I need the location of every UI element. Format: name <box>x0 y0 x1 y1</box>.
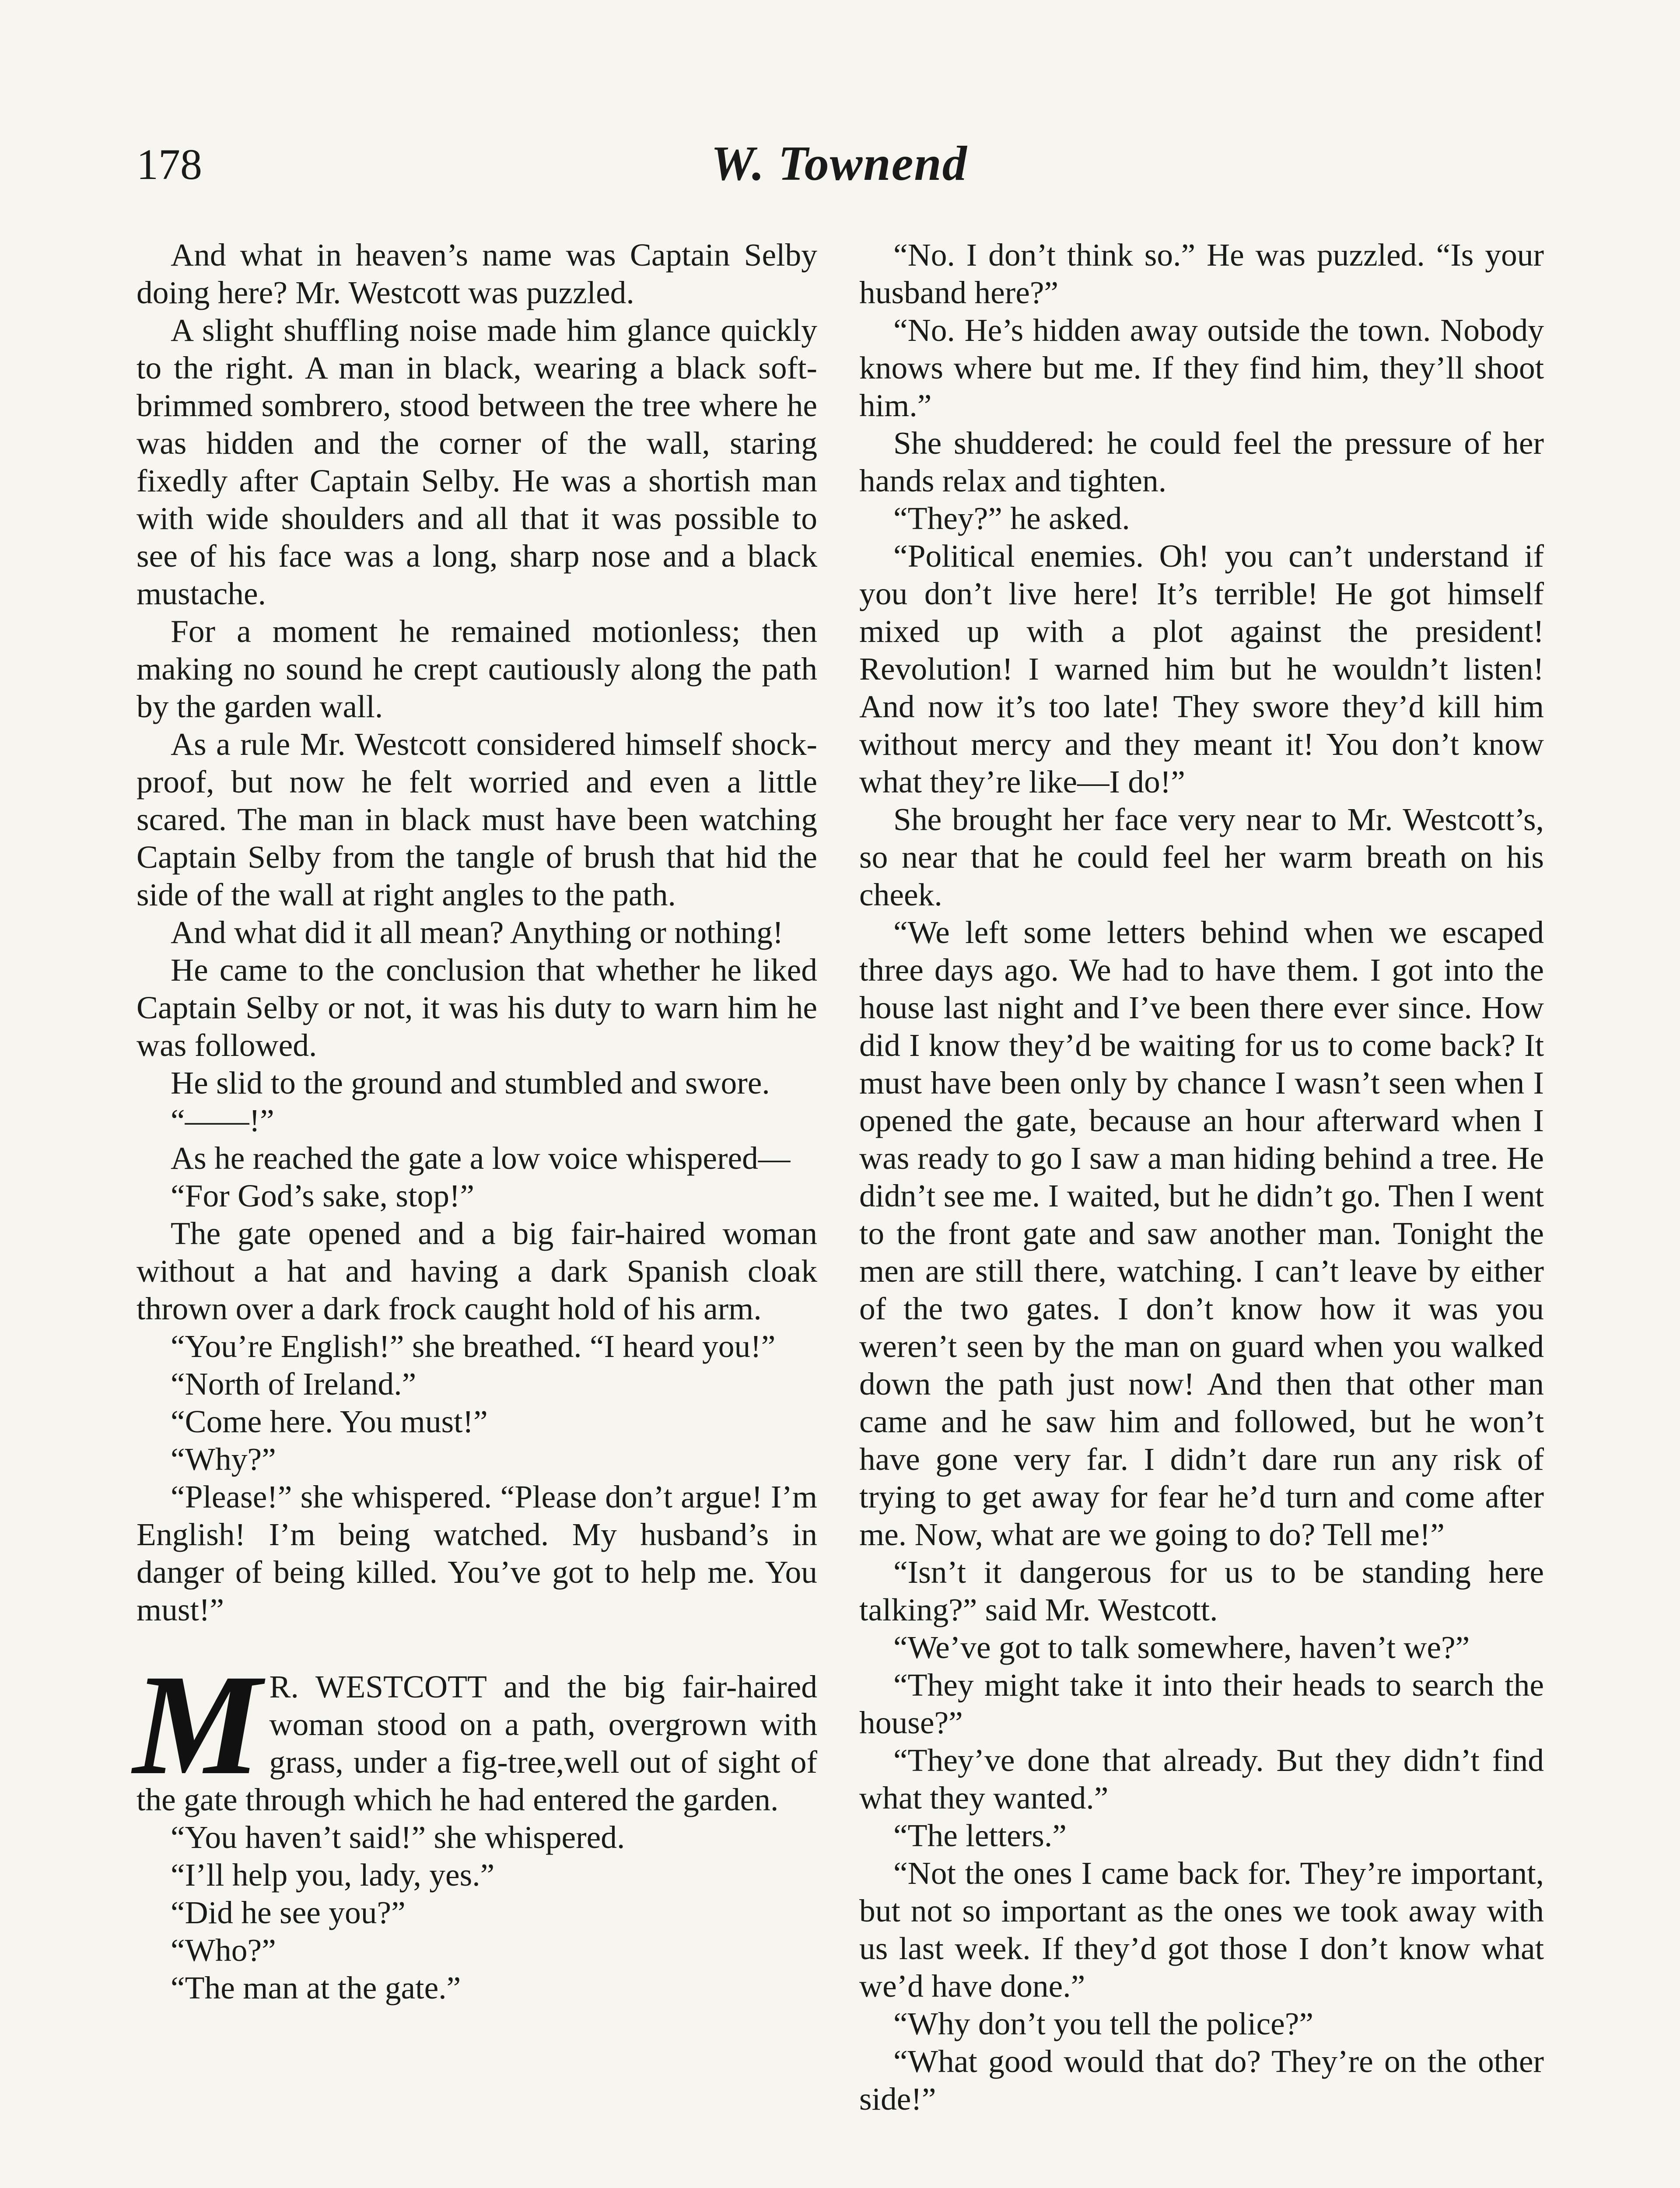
paragraph: “The letters.” <box>893 1818 1067 1853</box>
right-column <box>859 236 1544 2118</box>
paragraph: “Please!” she whispered. “Please don’t argue! I’m English! I’m being watched. My husband’s in danger of being killed. You’ve got to help me. You must!” <box>136 1479 817 1627</box>
paragraph: She brought her face very near to Mr. Westcott’s, so near that he could feel her warm breath on his cheek. <box>859 802 1544 912</box>
paragraph: “What good would that do? They’re on the other side!” <box>859 2044 1544 2117</box>
paragraph: “We’ve got to talk somewhere, haven’t we?” <box>893 1630 1470 1665</box>
drop-cap-initial: M <box>133 1645 262 1805</box>
paragraph: “Did he see you?” <box>171 1895 406 1930</box>
paragraph: “North of Ireland.” <box>171 1366 416 1402</box>
paragraph: “No. He’s hidden away outside the town. Nobody knows where but me. If they find him, they’ll shoot him.” <box>859 312 1544 423</box>
paragraph: “They?” he asked. <box>893 501 1130 536</box>
paragraph: “You’re English!” she breathed. “I heard you!” <box>171 1329 776 1364</box>
dropcap-lead-text: R. WESTCOTT <box>269 1669 486 1704</box>
left-column <box>133 236 818 2007</box>
running-title: W. Townend <box>711 137 968 191</box>
paragraph: And what in heaven’s name was Captain Selby doing here? Mr. Westcott was puzzled. <box>136 237 817 310</box>
paragraph: He slid to the ground and stumbled and swore. <box>171 1065 770 1101</box>
page-number: 178 <box>136 140 202 189</box>
paragraph: “Isn’t it dangerous for us to be standing here talking?” said Mr. Westcott. <box>859 1554 1544 1627</box>
paragraph: “They’ve done that already. But they didn’t find what they wanted.” <box>859 1743 1544 1816</box>
paragraph: “Come here. You must!” <box>171 1404 488 1439</box>
paragraph: As he reached the gate a low voice whispered— <box>171 1140 791 1176</box>
paragraph: She shuddered: he could feel the pressure of her hands relax and tighten. <box>859 425 1544 498</box>
paragraph: “Who?” <box>171 1932 276 1968</box>
paragraph: He came to the conclusion that whether he liked Captain Selby or not, it was his duty to warn him he was followed. <box>136 952 817 1063</box>
paragraph: “We left some letters behind when we escaped three days ago. We had to have them. I got into the house last night and I’ve been there ever since. How did I know they’d be waiting for us to come back? It must have been only by chance I wasn’t seen when I opened the gate, because an hour afterward when I was ready to go I saw a man hiding behind a tree. He didn’t see me. I waited, but he didn’t go. Then I went to the front gate and saw another man. Tonight the men are still there, watching. I can’t leave by either of the two gates. I don’t know how it was you weren’t seen by the man on guard when you walked down the path just now! And then that other man came and he saw him and followed, but he won’t have gone very far. I didn’t dare run any risk of trying to get away for fear he’d turn and come after me. Now, what are we going to do? Tell me!” <box>859 915 1544 1552</box>
page-header <box>136 139 1542 196</box>
paragraph: “No. I don’t think so.” He was puzzled. “Is your husband here?” <box>859 237 1544 310</box>
paragraph: “Why don’t you tell the police?” <box>893 2006 1313 2041</box>
paragraph: “You haven’t said!” she whispered. <box>171 1820 625 1855</box>
paragraph: “The man at the gate.” <box>171 1970 461 2006</box>
dropcap-paragraph <box>133 1645 818 1819</box>
dropcap-text: and the big fair-haired woman stood on a path, overgrown with grass, under a fig-tree,well out of sight of the gate through which he had entered the garden. <box>136 1669 818 1817</box>
paragraph: And what did it all mean? Anything or nothing! <box>171 915 784 950</box>
paragraph: “Not the ones I came back for. They’re important, but not so important as the ones we took away with us last week. If they’d got those I don’t know what we’d have done.” <box>859 1855 1544 2004</box>
paragraph: “Political enemies. Oh! you can’t understand if you don’t live here! It’s terrible! He got himself mixed up with a plot against the president! Revolution! I warned him but he wouldn’t listen! And now it’s too late! They swore they’d kill him without mercy and they meant it! You don’t know what they’re like—I do!” <box>859 538 1544 799</box>
paragraph: The gate opened and a big fair-haired woman without a hat and having a dark Spanish cloak thrown over a dark frock caught hold of his arm. <box>136 1216 817 1326</box>
paragraph: “For God’s sake, stop!” <box>171 1178 475 1213</box>
paragraph: As a rule Mr. Westcott considered himself shock-proof, but now he felt worried and even a little scared. The man in black must have been watching Captain Selby from the tangle of brush that hid the side of the wall at right angles to the path. <box>136 726 817 912</box>
paragraph: “They might take it into their heads to search the house?” <box>859 1667 1544 1740</box>
paragraph: “——!” <box>171 1103 274 1138</box>
paragraph: “Why?” <box>171 1441 276 1477</box>
paragraph: A slight shuffling noise made him glance quickly to the right. A man in black, wearing a black soft-brimmed sombrero, stood between the tree where he was hidden and the corner of the wall, staring fixedly after Captain Selby. He was a shortish man with wide shoulders and all that it was possible to see of his face was a long, sharp nose and a black mustache. <box>136 312 817 611</box>
paragraph: “I’ll help you, lady, yes.” <box>171 1857 495 1893</box>
paragraph: For a moment he remained motionless; then making no sound he crept cautiously along the path by the garden wall. <box>136 614 817 724</box>
